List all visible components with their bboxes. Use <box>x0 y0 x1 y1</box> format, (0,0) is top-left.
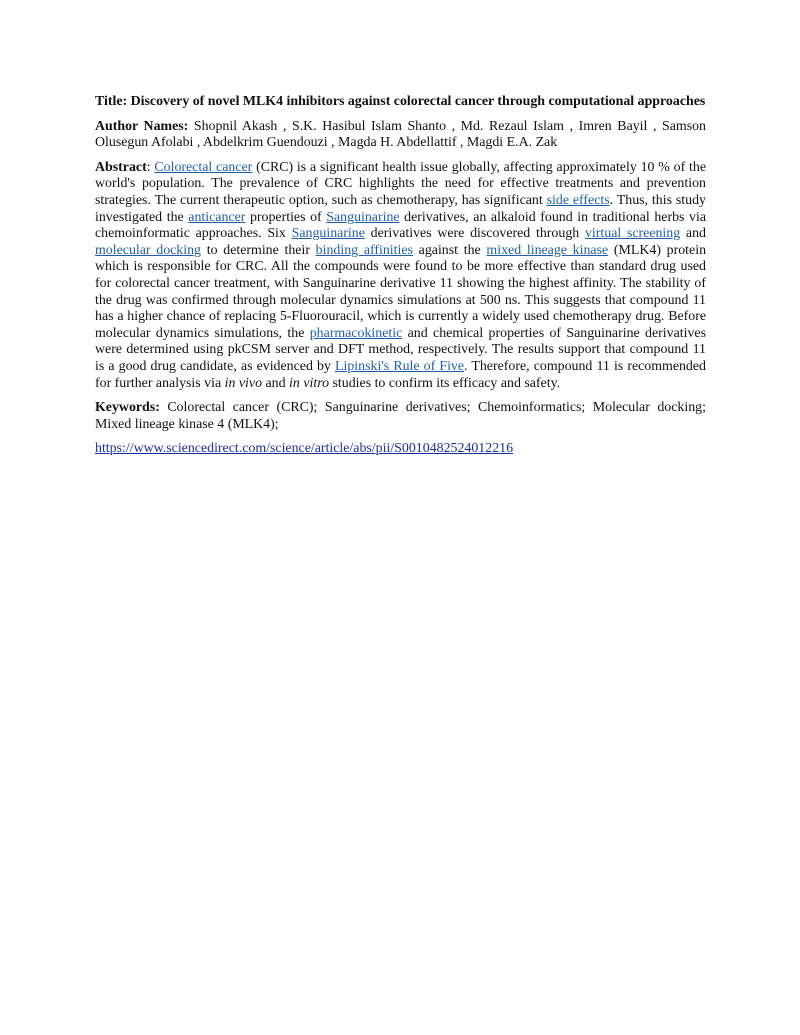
title-paragraph <box>95 94 706 111</box>
keywords-paragraph <box>95 400 706 433</box>
abstract-text-2: . Thus, this study investigated the <box>95 192 706 225</box>
url-paragraph <box>95 441 706 458</box>
abstract-text-13: studies to confirm its efficacy and safety. <box>329 375 561 391</box>
abstract-text-9: (MLK4) protein which is responsible for CRC. All the compounds were found to be more effective than standard drug used for colorectal cancer treatment, with Sanguinarine derivative 11 showing the highest affinity. The stability of the drug was confirmed through molecular dynamics simulations at 500 ns. This suggests that compound 11 has a higher chance of replacing 5-Fluorouracil, which is currently a widely used chemotherapy drug. Before molecular dynamics simulations, the <box>95 242 707 341</box>
authors-paragraph <box>95 119 706 152</box>
authors-label: Author Names: <box>95 118 189 134</box>
link-pharmacokinetic[interactable]: pharmacokinetic <box>309 325 403 341</box>
abstract-text-6: and <box>680 226 706 242</box>
keywords-label: Keywords: <box>95 400 160 416</box>
abstract-text-5: derivatives were discovered through <box>364 226 585 242</box>
link-colorectal-cancer[interactable]: Colorectal cancer <box>154 159 253 175</box>
link-mixed-lineage-kinase[interactable]: mixed lineage kinase <box>486 242 609 258</box>
abstract-text-10: and chemical properties of Sanguinarine derivatives were determined using pkCSM server and DFT method, respectively. The results support that compound 11 is a good drug candidate, as evidenced by <box>95 325 706 374</box>
link-side-effects[interactable]: side effects <box>546 192 610 208</box>
abstract-text-11: . Therefore, compound 11 is recommended for further analysis via <box>95 358 706 391</box>
abstract-text-12: and <box>262 375 290 391</box>
abstract-text-8: against the <box>412 242 487 258</box>
link-sanguinarine-2[interactable]: Sanguinarine <box>291 226 365 242</box>
title-label: Title: <box>95 94 128 109</box>
abstract-text-7: to determine their <box>201 242 316 258</box>
link-sanguinarine-1[interactable]: Sanguinarine <box>326 209 400 225</box>
in-vitro-text: in vitro <box>289 375 330 391</box>
abstract-label: Abstract <box>95 159 147 175</box>
link-molecular-docking[interactable]: molecular docking <box>95 242 202 258</box>
abstract-paragraph <box>95 160 706 392</box>
article-url-link[interactable]: https://www.sciencedirect.com/science/article/abs/pii/S0010482524012216 <box>95 441 514 457</box>
authors-text: Shopnil Akash , S.K. Hasibul Islam Shanto , Md. Rezaul Islam , Imren Bayil , Samson Olusegun Afolabi , Abdelkrim Guendouzi , Magda H. Abdellattif , Magdi E.A. Zak <box>95 118 706 151</box>
link-anticancer[interactable]: anticancer <box>188 209 246 225</box>
abstract-text-4: derivatives, an alkaloid found in traditional herbs via chemoinformatic approaches. Six <box>95 209 706 242</box>
abstract-text-3: properties of <box>245 209 327 225</box>
abstract-colon: : <box>146 159 155 175</box>
title-text: Discovery of novel MLK4 inhibitors against colorectal cancer through computational approaches <box>130 94 706 109</box>
link-lipinski-rule-of-five[interactable]: Lipinski's Rule of Five <box>335 358 465 374</box>
in-vivo-text: in vivo <box>224 375 263 391</box>
document-content <box>95 94 706 466</box>
link-binding-affinities[interactable]: binding affinities <box>315 242 413 258</box>
abstract-text-1: (CRC) is a significant health issue globally, affecting approximately 10 % of the world's population. The prevalence of CRC highlights the need for effective treatments and prevention strategies. The current therapeutic option, such as chemotherapy, has significant <box>95 159 706 208</box>
link-virtual-screening[interactable]: virtual screening <box>584 226 681 242</box>
keywords-text: Colorectal cancer (CRC); Sanguinarine derivatives; Chemoinformatics; Molecular docking; Mixed lineage kinase 4 (MLK4); <box>95 400 706 432</box>
